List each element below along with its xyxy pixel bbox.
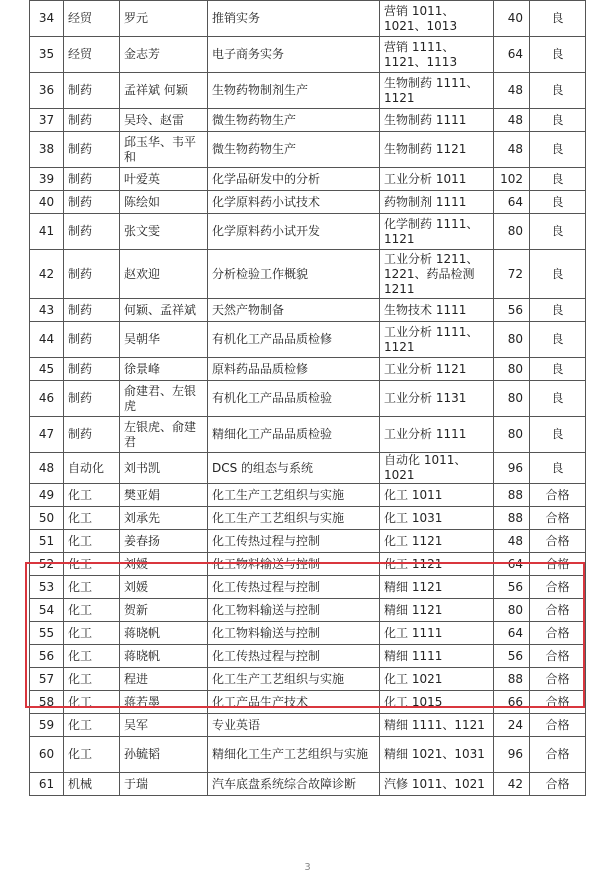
cell-hours: 80 (494, 214, 530, 250)
cell-dept: 制药 (64, 417, 120, 453)
cell-classes: 工业分析 1131 (380, 381, 494, 417)
cell-grade: 良 (530, 250, 586, 299)
cell-teacher: 孙毓韬 (120, 737, 208, 773)
cell-teacher: 张文雯 (120, 214, 208, 250)
cell-dept: 经贸 (64, 1, 120, 37)
cell-course: 化学原料药小试开发 (208, 214, 380, 250)
cell-classes: 精细 1111、1121 (380, 714, 494, 737)
cell-teacher: 程进 (120, 668, 208, 691)
cell-course: 有机化工产品品质检验 (208, 381, 380, 417)
table-row (30, 299, 586, 322)
cell-teacher: 吴朝华 (120, 322, 208, 358)
cell-teacher: 蒋晓帆 (120, 622, 208, 645)
table-row (30, 691, 586, 714)
cell-teacher: 孟祥斌 何颖 (120, 73, 208, 109)
cell-course: 化工物料输送与控制 (208, 599, 380, 622)
cell-classes: 汽修 1011、1021 (380, 773, 494, 796)
cell-dept: 机械 (64, 773, 120, 796)
cell-course: 化工生产工艺组织与实施 (208, 507, 380, 530)
cell-classes: 化工 1121 (380, 553, 494, 576)
cell-hours: 64 (494, 37, 530, 73)
cell-classes: 生物制药 1121 (380, 132, 494, 168)
cell-grade: 合格 (530, 622, 586, 645)
cell-grade: 良 (530, 453, 586, 484)
cell-hours: 72 (494, 250, 530, 299)
cell-teacher: 刘书凯 (120, 453, 208, 484)
cell-classes: 工业分析 1011 (380, 168, 494, 191)
cell-hours: 80 (494, 381, 530, 417)
cell-teacher: 刘媛 (120, 576, 208, 599)
cell-no: 35 (30, 37, 64, 73)
cell-dept: 化工 (64, 691, 120, 714)
table-row (30, 322, 586, 358)
cell-dept: 制药 (64, 322, 120, 358)
cell-teacher: 蒋若墨 (120, 691, 208, 714)
cell-no: 51 (30, 530, 64, 553)
cell-hours: 80 (494, 599, 530, 622)
cell-grade: 合格 (530, 668, 586, 691)
table-row (30, 576, 586, 599)
cell-hours: 42 (494, 773, 530, 796)
cell-grade: 良 (530, 299, 586, 322)
cell-no: 61 (30, 773, 64, 796)
cell-teacher: 于瑞 (120, 773, 208, 796)
cell-course: 生物药物制剂生产 (208, 73, 380, 109)
table-row (30, 191, 586, 214)
cell-grade: 良 (530, 358, 586, 381)
cell-no: 36 (30, 73, 64, 109)
table-row (30, 250, 586, 299)
cell-no: 40 (30, 191, 64, 214)
cell-teacher: 樊亚娟 (120, 484, 208, 507)
cell-classes: 精细 1121 (380, 576, 494, 599)
cell-no: 34 (30, 1, 64, 37)
cell-no: 39 (30, 168, 64, 191)
cell-classes: 化工 1111 (380, 622, 494, 645)
cell-grade: 良 (530, 168, 586, 191)
cell-hours: 102 (494, 168, 530, 191)
table-row (30, 507, 586, 530)
cell-teacher: 蒋晓帆 (120, 645, 208, 668)
cell-teacher: 吴军 (120, 714, 208, 737)
cell-grade: 合格 (530, 773, 586, 796)
cell-grade: 良 (530, 37, 586, 73)
cell-grade: 良 (530, 132, 586, 168)
cell-course: 汽车底盘系统综合故障诊断 (208, 773, 380, 796)
cell-classes: 化工 1031 (380, 507, 494, 530)
cell-classes: 精细 1111 (380, 645, 494, 668)
cell-hours: 48 (494, 530, 530, 553)
cell-dept: 化工 (64, 668, 120, 691)
cell-hours: 80 (494, 358, 530, 381)
cell-dept: 制药 (64, 168, 120, 191)
table-row (30, 714, 586, 737)
table-row (30, 453, 586, 484)
cell-grade: 良 (530, 1, 586, 37)
table-row (30, 73, 586, 109)
cell-hours: 80 (494, 322, 530, 358)
cell-teacher: 刘媛 (120, 553, 208, 576)
cell-no: 43 (30, 299, 64, 322)
cell-classes: 营销 1011、1021、1013 (380, 1, 494, 37)
cell-hours: 40 (494, 1, 530, 37)
cell-dept: 制药 (64, 214, 120, 250)
cell-no: 50 (30, 507, 64, 530)
cell-hours: 96 (494, 453, 530, 484)
table-row (30, 599, 586, 622)
cell-course: 化学原料药小试技术 (208, 191, 380, 214)
cell-no: 44 (30, 322, 64, 358)
cell-course: 化工传热过程与控制 (208, 645, 380, 668)
cell-classes: 工业分析 1211、1221、药品检测 1211 (380, 250, 494, 299)
table-row (30, 214, 586, 250)
cell-teacher: 罗元 (120, 1, 208, 37)
cell-grade: 合格 (530, 714, 586, 737)
table-row (30, 1, 586, 37)
cell-classes: 生物制药 1111、1121 (380, 73, 494, 109)
cell-classes: 生物技术 1111 (380, 299, 494, 322)
cell-course: 微生物药物生产 (208, 109, 380, 132)
cell-grade: 良 (530, 417, 586, 453)
table-row (30, 168, 586, 191)
cell-classes: 精细 1121 (380, 599, 494, 622)
cell-teacher: 徐景峰 (120, 358, 208, 381)
cell-hours: 48 (494, 109, 530, 132)
table-row (30, 668, 586, 691)
cell-classes: 化工 1015 (380, 691, 494, 714)
cell-dept: 化工 (64, 622, 120, 645)
cell-no: 59 (30, 714, 64, 737)
cell-classes: 化工 1121 (380, 530, 494, 553)
cell-grade: 良 (530, 214, 586, 250)
cell-classes: 工业分析 1111、1121 (380, 322, 494, 358)
cell-hours: 88 (494, 507, 530, 530)
cell-course: 原料药品品质检修 (208, 358, 380, 381)
cell-course: 化学品研发中的分析 (208, 168, 380, 191)
cell-no: 52 (30, 553, 64, 576)
cell-hours: 66 (494, 691, 530, 714)
table-row (30, 417, 586, 453)
cell-no: 53 (30, 576, 64, 599)
cell-teacher: 姜春扬 (120, 530, 208, 553)
cell-course: 化工生产工艺组织与实施 (208, 484, 380, 507)
cell-classes: 药物制剂 1111 (380, 191, 494, 214)
cell-course: 有机化工产品品质检修 (208, 322, 380, 358)
cell-classes: 化学制药 1111、1121 (380, 214, 494, 250)
cell-grade: 合格 (530, 737, 586, 773)
cell-grade: 合格 (530, 507, 586, 530)
cell-course: 分析检验工作概貌 (208, 250, 380, 299)
cell-hours: 56 (494, 645, 530, 668)
cell-no: 60 (30, 737, 64, 773)
table-row (30, 645, 586, 668)
table-row (30, 530, 586, 553)
page-number: 3 (304, 862, 311, 873)
cell-grade: 良 (530, 381, 586, 417)
table-row (30, 109, 586, 132)
cell-hours: 56 (494, 576, 530, 599)
cell-dept: 制药 (64, 381, 120, 417)
cell-grade: 良 (530, 191, 586, 214)
cell-no: 41 (30, 214, 64, 250)
cell-course: 专业英语 (208, 714, 380, 737)
cell-course: 电子商务实务 (208, 37, 380, 73)
cell-grade: 合格 (530, 645, 586, 668)
cell-no: 47 (30, 417, 64, 453)
cell-teacher: 吴玲、赵雷 (120, 109, 208, 132)
cell-classes: 营销 1111、1121、1113 (380, 37, 494, 73)
cell-dept: 化工 (64, 714, 120, 737)
cell-hours: 48 (494, 132, 530, 168)
cell-teacher: 左银虎、俞建君 (120, 417, 208, 453)
cell-hours: 56 (494, 299, 530, 322)
course-table (29, 0, 586, 796)
cell-dept: 化工 (64, 507, 120, 530)
cell-dept: 制药 (64, 250, 120, 299)
cell-classes: 生物制药 1111 (380, 109, 494, 132)
cell-teacher: 俞建君、左银虎 (120, 381, 208, 417)
cell-teacher: 贺新 (120, 599, 208, 622)
cell-course: 推销实务 (208, 1, 380, 37)
cell-course: DCS 的组态与系统 (208, 453, 380, 484)
cell-no: 45 (30, 358, 64, 381)
table-row (30, 553, 586, 576)
cell-no: 55 (30, 622, 64, 645)
table-row (30, 737, 586, 773)
cell-hours: 96 (494, 737, 530, 773)
cell-dept: 化工 (64, 737, 120, 773)
cell-no: 54 (30, 599, 64, 622)
cell-classes: 化工 1011 (380, 484, 494, 507)
cell-hours: 64 (494, 622, 530, 645)
table-row (30, 358, 586, 381)
cell-no: 46 (30, 381, 64, 417)
cell-grade: 合格 (530, 553, 586, 576)
table-row (30, 773, 586, 796)
cell-grade: 合格 (530, 691, 586, 714)
cell-course: 微生物药物生产 (208, 132, 380, 168)
cell-teacher: 金志芳 (120, 37, 208, 73)
cell-grade: 合格 (530, 484, 586, 507)
cell-grade: 良 (530, 322, 586, 358)
cell-dept: 化工 (64, 645, 120, 668)
cell-grade: 合格 (530, 599, 586, 622)
cell-course: 化工物料输送与控制 (208, 553, 380, 576)
cell-dept: 制药 (64, 132, 120, 168)
cell-no: 38 (30, 132, 64, 168)
course-table-sheet (29, 0, 585, 796)
cell-teacher: 刘承先 (120, 507, 208, 530)
cell-hours: 24 (494, 714, 530, 737)
table-row (30, 622, 586, 645)
cell-hours: 64 (494, 191, 530, 214)
cell-course: 精细化工产品品质检验 (208, 417, 380, 453)
cell-classes: 工业分析 1121 (380, 358, 494, 381)
cell-dept: 化工 (64, 530, 120, 553)
cell-teacher: 邱玉华、韦平和 (120, 132, 208, 168)
cell-dept: 制药 (64, 191, 120, 214)
cell-course: 天然产物制备 (208, 299, 380, 322)
cell-no: 56 (30, 645, 64, 668)
cell-dept: 制药 (64, 73, 120, 109)
cell-grade: 合格 (530, 576, 586, 599)
cell-dept: 制药 (64, 358, 120, 381)
cell-hours: 48 (494, 73, 530, 109)
cell-hours: 80 (494, 417, 530, 453)
cell-grade: 合格 (530, 530, 586, 553)
cell-grade: 良 (530, 73, 586, 109)
cell-grade: 良 (530, 109, 586, 132)
cell-classes: 化工 1021 (380, 668, 494, 691)
cell-teacher: 赵欢迎 (120, 250, 208, 299)
table-row (30, 37, 586, 73)
cell-dept: 自动化 (64, 453, 120, 484)
cell-hours: 64 (494, 553, 530, 576)
cell-classes: 精细 1021、1031 (380, 737, 494, 773)
table-row (30, 484, 586, 507)
cell-no: 57 (30, 668, 64, 691)
cell-teacher: 叶爱英 (120, 168, 208, 191)
cell-dept: 化工 (64, 599, 120, 622)
cell-dept: 经贸 (64, 37, 120, 73)
table-row (30, 381, 586, 417)
cell-dept: 制药 (64, 109, 120, 132)
cell-no: 49 (30, 484, 64, 507)
cell-dept: 制药 (64, 299, 120, 322)
cell-teacher: 陈绘如 (120, 191, 208, 214)
cell-course: 化工产品生产技术 (208, 691, 380, 714)
cell-no: 58 (30, 691, 64, 714)
cell-course: 化工传热过程与控制 (208, 530, 380, 553)
table-row (30, 132, 586, 168)
cell-no: 48 (30, 453, 64, 484)
cell-course: 化工生产工艺组织与实施 (208, 668, 380, 691)
cell-classes: 自动化 1011、1021 (380, 453, 494, 484)
cell-hours: 88 (494, 484, 530, 507)
cell-dept: 化工 (64, 484, 120, 507)
cell-no: 37 (30, 109, 64, 132)
course-table-body (30, 1, 586, 796)
cell-classes: 工业分析 1111 (380, 417, 494, 453)
cell-teacher: 何颖、孟祥斌 (120, 299, 208, 322)
cell-hours: 88 (494, 668, 530, 691)
cell-dept: 化工 (64, 576, 120, 599)
cell-no: 42 (30, 250, 64, 299)
cell-course: 化工传热过程与控制 (208, 576, 380, 599)
cell-course: 化工物料输送与控制 (208, 622, 380, 645)
cell-course: 精细化工生产工艺组织与实施 (208, 737, 380, 773)
cell-dept: 化工 (64, 553, 120, 576)
